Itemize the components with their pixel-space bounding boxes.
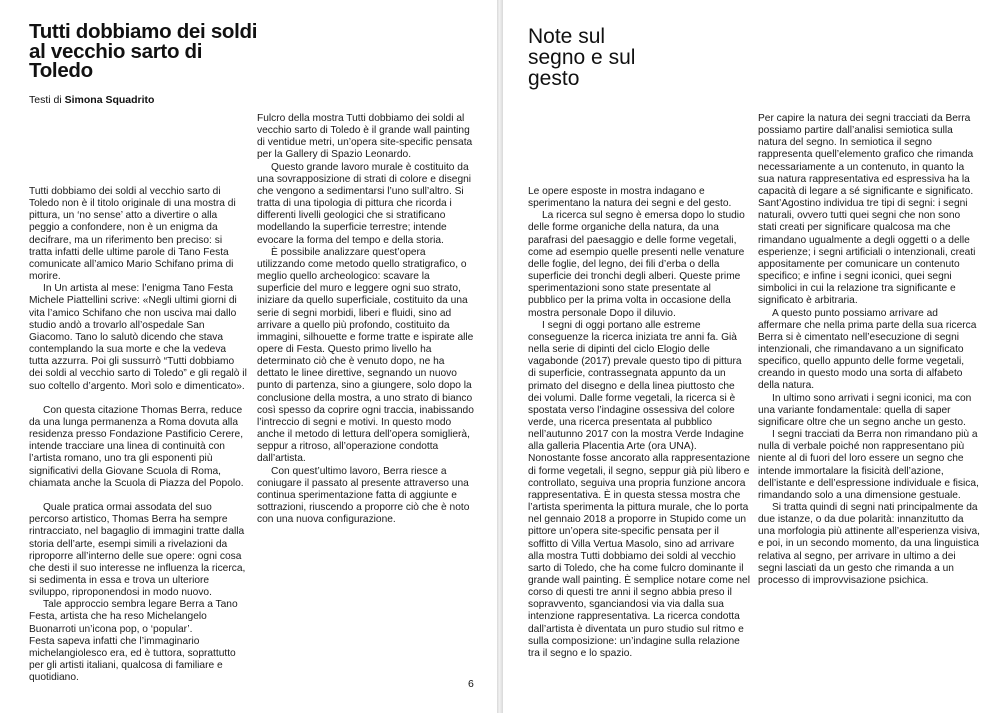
page-number: 6 [468, 678, 474, 690]
paragraph: Le opere esposte in mostra indagano e sperimentano la natura dei segni e del gesto. [528, 186, 732, 210]
paragraph: Con quest’ultimo lavoro, Berra riesce a coniugare il passato al presente attraverso una continua sperimentazione fatta di aggiunte e sottrazioni, riuscendo a proporre ciò che è noto con una nuova configurazione. [257, 465, 470, 526]
paragraph: Con questa citazione Thomas Berra, reduce da una lunga permanenza a Roma dovuta alla residenza presso Fondazione Pastificio Cerere, intende tracciare una linea di continuità con l’artista romano, uno tra gli esponenti più significativi della Giovane Scuola di Roma, chiamata anche la Scuola di Piazza del Popolo. [29, 404, 244, 489]
paragraph: I segni di oggi portano alle estreme conseguenze la ricerca iniziata tre anni fa. Già nella serie di dipinti del ciclo Elogio delle vagabonde (2017) prevale questo tipo di pittura di superficie, contrassegnata appunto da un primato del disegno e della linea piuttosto che dei volumi. Dalle forme vegetali, la ricerca si è spostata verso l’indagine ossessiva del colore verde, una ricerca presentata al pubblico nell’autunno 2017 con la mostra Verde Indagine alla galleria Placentia Arte (ora UNA). Nonostante fosse ancorato alla rappresentazione di forme vegetali, il segno, seppur già più libero e controllato, seguiva una propria funzione ancora rappresentativa. È in questa stessa mostra che l’artista sperimenta la pittura murale, che lo porta nel gennaio 2018 a proporre in Stupido come un pittore un’opera site-specific pensata per il soffitto di Villa Vertua Masolo, sino ad arrivare alla mostra Tutti dobbiamo dei soldi al vecchio sarto di Toledo, che ha come fulcro dominante il grande wall painting. È semplice notare come nel corso di questi tre anni il segno abbia preso il sopravvento, sganciandosi via via dalla sua intenzione rappresentativa. La ricerca condotta dall’artista è diventata un puro studio sul ritmo e sulla composizione: un’indagine sulla relazione tra il segno e lo spazio. [528, 319, 751, 659]
paragraph: In ultimo sono arrivati i segni iconici, ma con una variante fondamentale: quella di saper significare oltre che un segno anche un gesto. [758, 392, 972, 428]
paragraph: È possibile analizzare quest’opera utilizzando come metodo quello stratigrafico, o meglio quello archeologico: scavare la superficie del muro e leggere ogni suo strato, iniziare da quello superficiale, costituito da una serie di segni morbidi, liberi e fluidi, sino ad arrivare a quello più profondo, costituito da immagini, silhouette e forme tratte e ispirate alle opere di Festa. Questo primo livello ha determinato ciò che è venuto dopo, ne ha dettato le linee direttive, segnando un nuovo punto di partenza, sino a giungere, solo dopo la conclusione della mostra, a uno strato di bianco così spesso da coprire ogni traccia, inabissando l’intreccio di segni e motivi. In questo modo anche il metodo di lettura dell’opera somiglierà, seppur a ritroso, all’operazione condotta dall’artista. [257, 246, 474, 465]
paragraph: Si tratta quindi di segni nati principalmente da due istanze, o da due polarità: innanzitutto da una morfologia più attinente all’esperienza visiva, e poi, in un secondo momento, da una linguistica relativa al segno, per arrivare in ultimo a dei segni lasciati da un gesto che rimanda a un processo di improvvisazione psichica. [758, 502, 980, 586]
article-title: Tutti dobbiamo dei soldi al vecchio sarto di Toledo [29, 20, 258, 82]
byline-prefix: Testi di [29, 94, 65, 106]
byline [29, 94, 154, 106]
paragraph: Questo grande lavoro murale è costituito da una sovrapposizione di strati di colore e disegni che vengono a sedimentarsi l’uno sull’altro. Si tratta di una tipologia di pittura che ricorda i differenti livelli geologici che si stratificano modellando la superficie terrestre; intende evocare la forma del tempo e della storia. [257, 161, 472, 246]
paragraph: Sant’Agostino individua tre tipi di segni: i segni naturali, ovvero tutti quei segni che non sono stati creati per significare qualcosa ma che rimandano ugualmente a degli oggetti o a delle esperienze; i segni artificiali o intenzionali, creati appositamente per comunicare un contenuto specifico; e infine i segni iconici, quei segni simbolici in cui la relazione tra significante e significato è arbitraria. [758, 198, 976, 307]
paragraph: In Un artista al mese: l’enigma Tano Festa Michele Piattellini scrive: «Negli ultimi giorni di vita l’amico Schifano che non usciva mai dallo studio andò a trovarlo all’ospedale San Giacomo. Tano lo salutò dicendo che stava contemplando la sua morte e che la vedeva tutta azzurra. Poi gli sussurrò “Tutti dobbiamo dei soldi al vecchio sarto di Toledo” e gli regalò il suo coltello d’argento. Morì solo e dimenticato». [29, 283, 247, 392]
paragraph: Festa sapeva infatti che l’immaginario michelangiolesco era, ed è tuttora, soprattutto per gli artisti italiani, qualcosa di familiare e quotidiano. [29, 635, 236, 684]
left-column-2 [257, 113, 475, 526]
section-heading [528, 26, 668, 89]
right-column-1 [528, 186, 750, 660]
byline-author: Simona Squadrito [64, 94, 155, 106]
paragraph: A questo punto possiamo arrivare ad affermare che nella prima parte della sua ricerca Berra si è cimentato nell’esecuzione di segni intenzionali, che rimandavano a un significato specifico, quello appunto delle forme vegetali, creando in questo modo una sorta di alfabeto della natura. [758, 307, 977, 392]
paragraph: Quale pratica ormai assodata del suo percorso artistico, Thomas Berra ha sempre rintracciato, nel bagaglio di immagini tratte dalla storia dell’arte, esempi simili a rivelazioni da riproporre all’interno delle sue opere: ogni cosa che desti il suo interesse ne influenza la ricerca, si sedimenta in essa e trova un ulteriore sviluppo, riproponendosi in modo nuovo. [29, 502, 246, 599]
paragraph: I segni tracciati da Berra non rimandano più a nulla di verbale poiché non rappresentano più niente al di fuori del loro essere un segno che intende immortalare la fisicità dell’azione, dell’istante e dell’espressione individuale e fisica, rimandando solo a una dimensione gestuale. [758, 429, 979, 501]
paragraph: Per capire la natura dei segni tracciati da Berra possiamo partire dall’analisi semiotica sulla natura del segno. In semiotica il segno rappresenta quell’elemento grafico che rimanda necessariamente a un contenuto, in quanto la sua natura rappresentativa ed espressiva ha la capacità di legare a sé significante e significato. [758, 113, 974, 197]
paragraph: La ricerca sul segno è emersa dopo lo studio delle forme organiche della natura, da una parafrasi del paesaggio e delle forme vegetali, come ad esempio quelle presenti nelle venature delle foglie, del legno, dei fili d’erba o della superficie dei tronchi degli alberi. Queste prime sperimentazioni sono state presentate al pubblico per la prima volta in occasione della mostra personale Dopo il diluvio. [528, 210, 745, 319]
right-column-2 [758, 113, 980, 587]
paragraph: Tutti dobbiamo dei soldi al vecchio sarto di Toledo non è il titolo originale di una mostra di pittura, un ‘no sense’ atto a divertire o alla peggio a confondere, non è un enigma da decifrare, ma un riferimento ben preciso: si tratta infatti delle ultime parole di Tano Festa comunicate all’amico Mario Schifano prima di morire. [29, 186, 236, 283]
section-heading-text: Note sul segno e sul gesto [528, 25, 636, 90]
paragraph: Tale approccio sembra legare Berra a Tano Festa, artista che ha reso Michelangelo Buonarroti un’icona pop, o ‘popular’. [29, 599, 238, 635]
right-page [503, 0, 1000, 713]
left-page [0, 0, 497, 713]
left-column-1 [29, 186, 247, 684]
paragraph: Fulcro della mostra Tutti dobbiamo dei soldi al vecchio sarto di Toledo è il grande wall painting di ventidue metri, un’opera site-specific pensata per la Gallery di Spazio Leonardo. [257, 113, 473, 161]
